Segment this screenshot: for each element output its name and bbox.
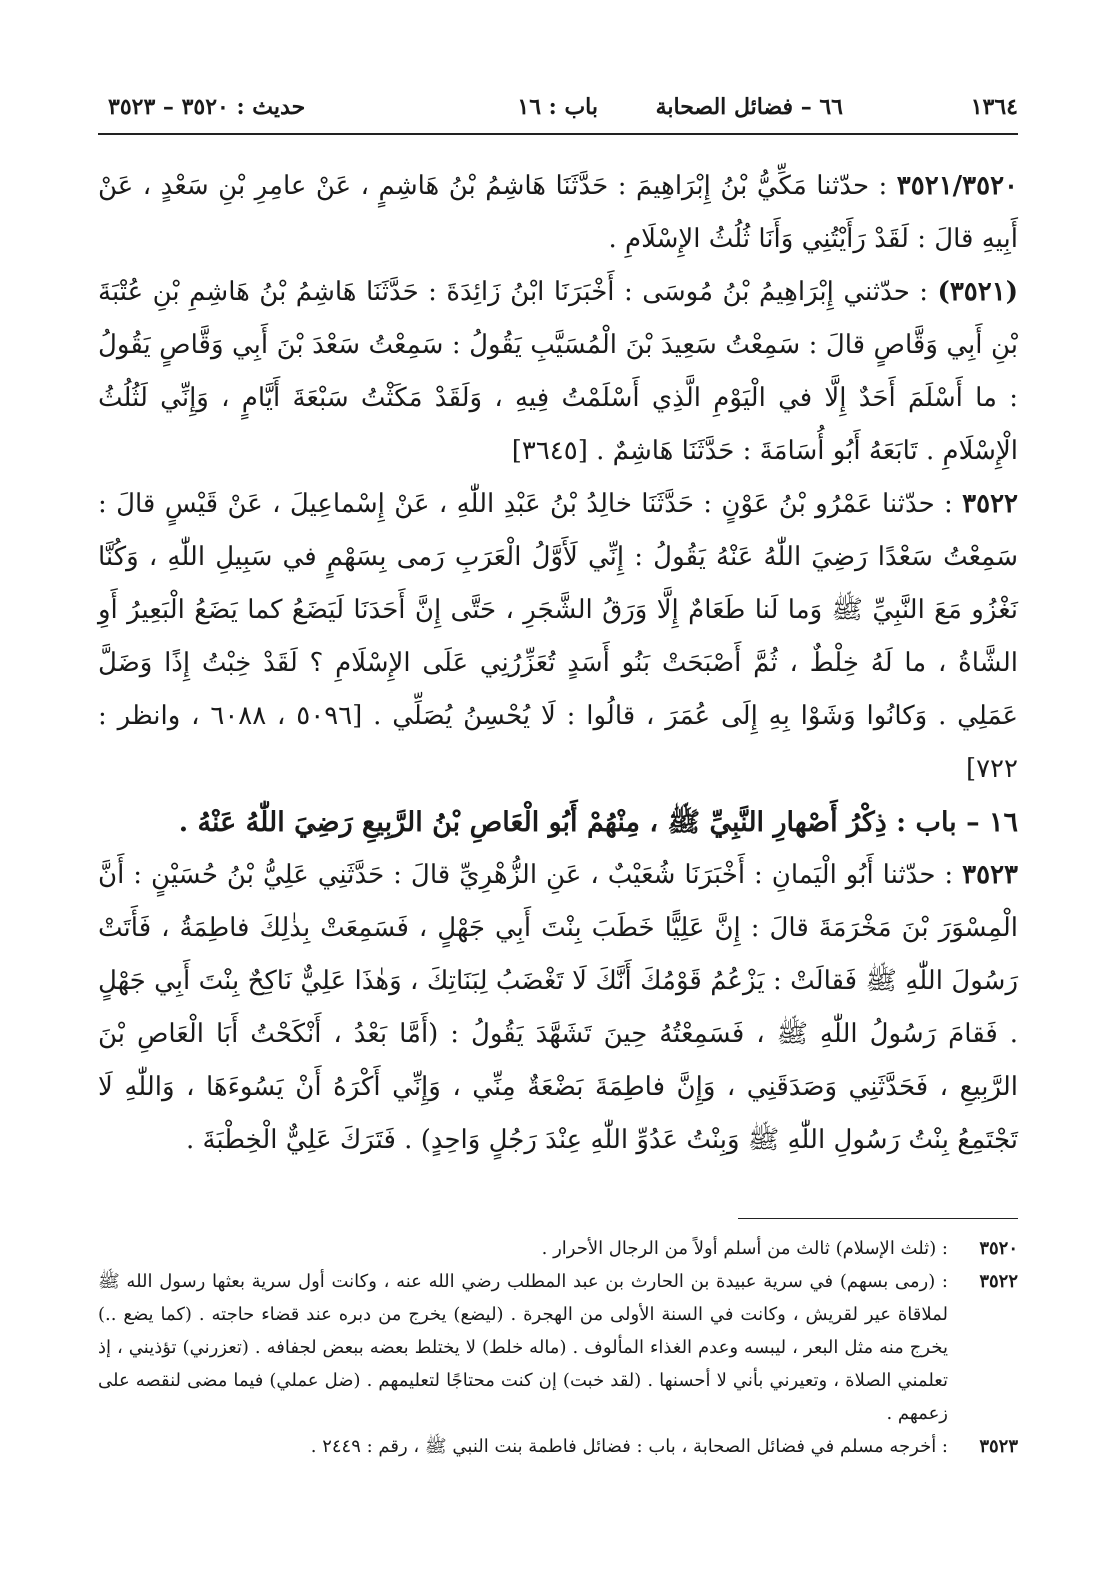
footnote-text: : (رمى بسهم) في سرية عبيدة بن الحارث بن عبد المطلب رضي الله عنه ، وكانت أول سرية بعثها رسول الله ﷺ لملاقاة عير لقريش ، وكانت في السنة الأولى من الهجرة . (ليضع) يخرج من دبره عند قضاء حاجته . (كما يضع ..) يخرج منه مثل البعر ، ليبسه وعدم الغذاء المألوف . (ماله خلط) لا يختلط بعضه ببعض لجفافه . (تعزرني) تؤذيني ، إذ تعلمني الصلاة ، وتعيرني بأني لا أحسنها . (لقد خبت) إن كنت محتاجًا لتعليمهم . (ضل عملي) فيما مضى لنقصه على زعمهم . xyxy=(98,1271,948,1424)
chapter-title: ٦٦ – فضائل الصحابة xyxy=(655,94,843,120)
hadith-range: حديث : ٣٥٢٠ – ٣٥٢٣ xyxy=(108,94,306,120)
hadith-paragraph xyxy=(98,849,1018,1167)
header-rule xyxy=(98,133,1018,135)
bab-number: باب : ١٦ xyxy=(517,94,598,120)
main-text xyxy=(98,160,1018,1167)
hadith-text: : حدّثنا مَكِّيُّ بْنُ إِبْرَاهِيمَ : حَدَّثَنَا هَاشِمُ بْنُ هَاشِمٍ ، عَنْ عامِرِ بْنِ سَعْدٍ ، عَنْ أَبِيهِ قالَ : لَقَدْ رَأَيْتُنِي وَأَنَا ثُلُثُ الإِسْلَامِ . xyxy=(98,171,1018,254)
hadith-text: : حدّثني إِبْرَاهِيمُ بْنُ مُوسَى : أَخْبَرَنَا ابْنُ زَائِدَةَ : حَدَّثَنَا هَاشِمُ بْنُ هَاشِمِ بْنِ عُتْبَةَ بْنِ أَبِي وَقَّاصٍ قالَ : سَمِعْتُ سَعِيدَ بْنَ الْمُسَيَّبِ يَقُولُ : سَمِعْتُ سَعْدَ بْنَ أَبِي وَقَّاصٍ يَقُولُ : ما أَسْلَمَ أَحَدٌ إِلَّا في الْيَوْمِ الَّذِي أَسْلَمْتُ فِيهِ ، وَلَقَدْ مَكَثْتُ سَبْعَةَ أَيَّامٍ ، وَإِنِّي لَثُلُثُ الْإِسْلَامِ . تَابَعَهُ أَبُو أُسَامَةَ : حَدَّثَنَا هَاشِمٌ . [٣٦٤٥] xyxy=(98,277,1018,466)
running-header xyxy=(98,86,1018,126)
hadith-number: ٣٥٢٢ xyxy=(962,489,1018,519)
hadith-paragraph xyxy=(98,160,1018,266)
footnote xyxy=(98,1265,1018,1430)
hadith-text: : حدّثنا أَبُو الْيَمانِ : أَخْبَرَنَا شُعَيْبٌ ، عَنِ الزُّهْرِيِّ قالَ : حَدَّثَنِي عَلِيُّ بْنُ حُسَيْنٍ : أَنَّ الْمِسْوَرَ بْنَ مَخْرَمَةَ قالَ : إِنَّ عَلِيًّا خَطَبَ بِنْتَ أَبِي جَهْلٍ ، فَسَمِعَتْ بِذٰلِكَ فاطِمَةُ ، فَأَتَتْ رَسُولَ اللّٰهِ ﷺ فَقالَتْ : يَزْعُمُ قَوْمُكَ أَنَّكَ لَا تَغْضَبُ لِبَنَاتِكَ ، وَهٰذَا عَلِيٌّ نَاكِحٌ بِنْتَ أَبِي جَهْلٍ . فَقامَ رَسُولُ اللّٰهِ ﷺ ، فَسَمِعْتُهُ حِينَ تَشَهَّدَ يَقُولُ : (أَمَّا بَعْدُ ، أَنْكَحْتُ أَبَا الْعَاصِ بْنَ الرَّبِيعِ ، فَحَدَّثَنِي وَصَدَقَنِي ، وَإِنَّ فاطِمَةَ بَضْعَةٌ مِنِّي ، وَإِنِّي أَكْرَهُ أَنْ يَسُوءَهَا ، وَاللّٰهِ لَا تَجْتَمِعُ بِنْتُ رَسُولِ اللّٰهِ ﷺ وَبِنْتُ عَدُوِّ اللّٰهِ عِنْدَ رَجُلٍ وَاحِدٍ) . فَتَرَكَ عَلِيٌّ الْخِطْبَةَ . xyxy=(98,860,1018,1155)
footnote xyxy=(98,1232,1018,1265)
footnote-text: : (ثلث الإسلام) ثالث من أسلم أولاً من الرجال الأحرار . xyxy=(541,1238,948,1259)
hadith-number: ٣٥٢١/٣٥٢٠ xyxy=(896,171,1019,201)
page-number: ١٣٦٤ xyxy=(970,94,1018,120)
hadith-paragraph xyxy=(98,266,1018,478)
hadith-text: : حدّثنا عَمْرُو بْنُ عَوْنٍ : حَدَّثَنَا خالِدُ بْنُ عَبْدِ اللّٰهِ ، عَنْ إِسْماعِيلَ ، عَنْ قَيْسٍ قالَ : سَمِعْتُ سَعْدًا رَضِيَ اللّٰهُ عَنْهُ يَقُولُ : إِنِّي لَأَوَّلُ الْعَرَبِ رَمى بِسَهْمٍ في سَبِيلِ اللّٰهِ ، وَكُنَّا نَغْزُو مَعَ النَّبِيِّ ﷺ وَما لَنا طَعَامٌ إِلَّا وَرَقُ الشَّجَرِ ، حَتَّى إِنَّ أَحَدَنَا لَيَضَعُ كما يَضَعُ الْبَعِيرُ أَوِ الشَّاةُ ، ما لَهُ خِلْطٌ ، ثُمَّ أَصْبَحَتْ بَنُو أَسَدٍ تُعَزِّرُنِي عَلَى الإِسْلَامِ ؟ لَقَدْ خِبْتُ إِذًا وَضَلَّ عَمَلِي . وَكانُوا وَشَوْا بِهِ إِلَى عُمَرَ ، قالُوا : لَا يُحْسِنُ يُصَلِّي . [٥٠٩٦ ، ٦٠٨٨ ، وانظر : ٧٢٢] xyxy=(98,489,1018,784)
footnote-text: : أخرجه مسلم في فضائل الصحابة ، باب : فضائل فاطمة بنت النبي ﷺ ، رقم : ٢٤٤٩ . xyxy=(310,1436,948,1457)
footnote-number: ٣٥٢٣ xyxy=(979,1436,1018,1457)
footnote-number: ٣٥٢٠ xyxy=(979,1238,1018,1259)
footnote-rule xyxy=(738,1218,1018,1219)
footnotes xyxy=(98,1232,1018,1463)
hadith-number: ٣٥٢٣ xyxy=(962,860,1019,890)
footnote-number: ٣٥٢٢ xyxy=(979,1271,1018,1292)
hadith-paragraph xyxy=(98,478,1018,796)
footnote xyxy=(98,1430,1018,1463)
bab-heading: ١٦ – باب : ذِكْرُ أَصْهارِ النَّبِيِّ ﷺ ، مِنْهُمْ أَبُو الْعَاصِ بْنُ الرَّبِيعِ رَضِيَ اللّٰهُ عَنْهُ . xyxy=(178,807,1018,838)
hadith-number: (٣٥٢١) xyxy=(937,277,1018,307)
